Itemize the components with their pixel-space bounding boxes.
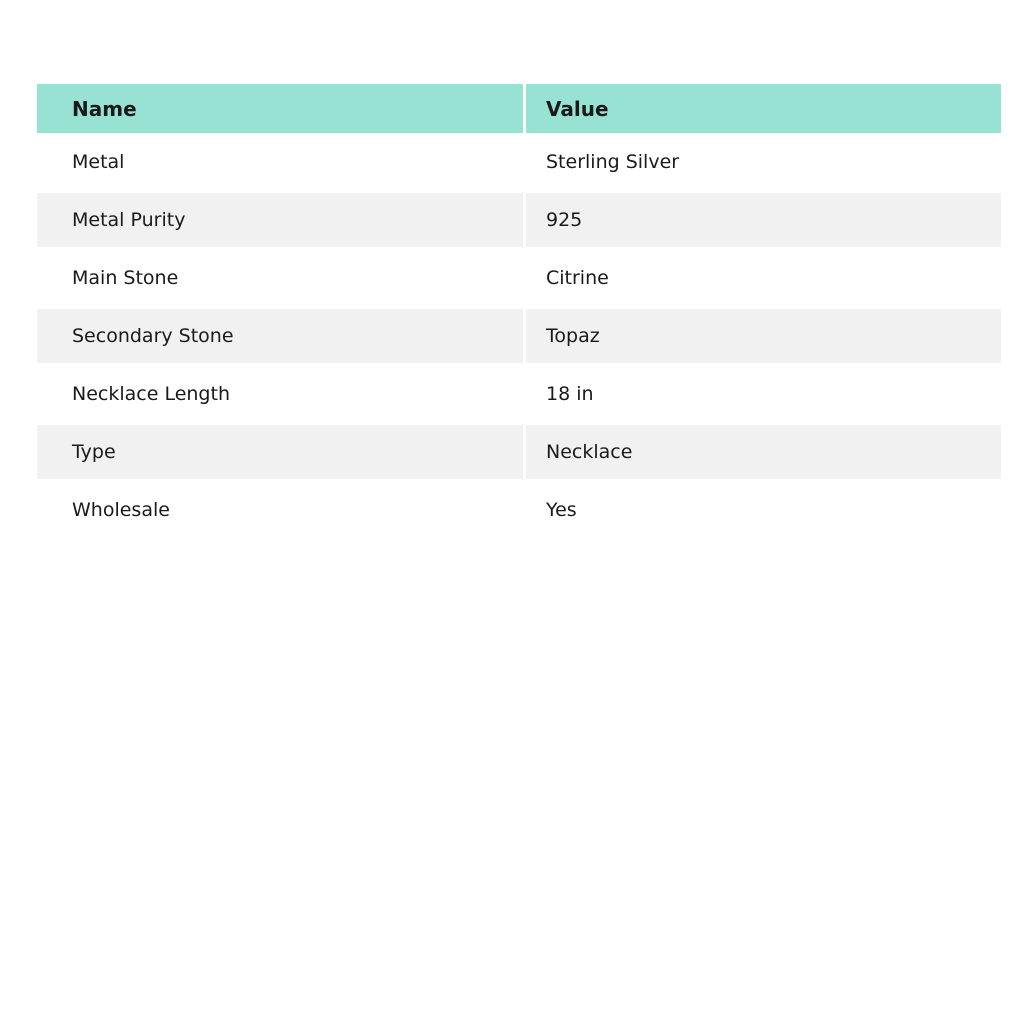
header-label-name: Name [72,96,137,121]
table-row [37,365,1001,423]
header-cell-value [526,84,1001,133]
cell-name-text: Metal Purity [72,209,186,231]
cell-name [37,249,523,307]
table-row [37,481,1001,539]
cell-name-text: Type [72,441,116,463]
cell-value [526,423,1001,481]
cell-value-text: 18 in [546,383,594,405]
cell-name [37,133,523,191]
cell-name [37,191,523,249]
table-row [37,249,1001,307]
cell-name-text: Necklace Length [72,383,230,405]
spec-table-body [37,133,1001,539]
cell-value-text: Sterling Silver [546,151,680,173]
cell-name [37,365,523,423]
cell-name [37,423,523,481]
cell-value [526,249,1001,307]
spec-table [37,84,1001,539]
cell-value-text: Necklace [546,441,633,463]
cell-name-text: Metal [72,151,125,173]
cell-name-text: Secondary Stone [72,325,234,347]
cell-value [526,481,1001,539]
table-row [37,133,1001,191]
cell-value [526,133,1001,191]
cell-value-text: 925 [546,209,583,231]
cell-value-text: Yes [546,499,577,521]
cell-value [526,191,1001,249]
cell-name [37,481,523,539]
table-row [37,307,1001,365]
cell-name-text: Main Stone [72,267,179,289]
cell-value-text: Topaz [546,325,600,347]
cell-value [526,365,1001,423]
cell-value [526,307,1001,365]
cell-name [37,307,523,365]
cell-name-text: Wholesale [72,499,170,521]
spec-table-header-row [37,84,1001,133]
header-cell-name [37,84,523,133]
table-row [37,191,1001,249]
cell-value-text: Citrine [546,267,609,289]
header-label-value: Value [546,96,609,121]
table-row [37,423,1001,481]
